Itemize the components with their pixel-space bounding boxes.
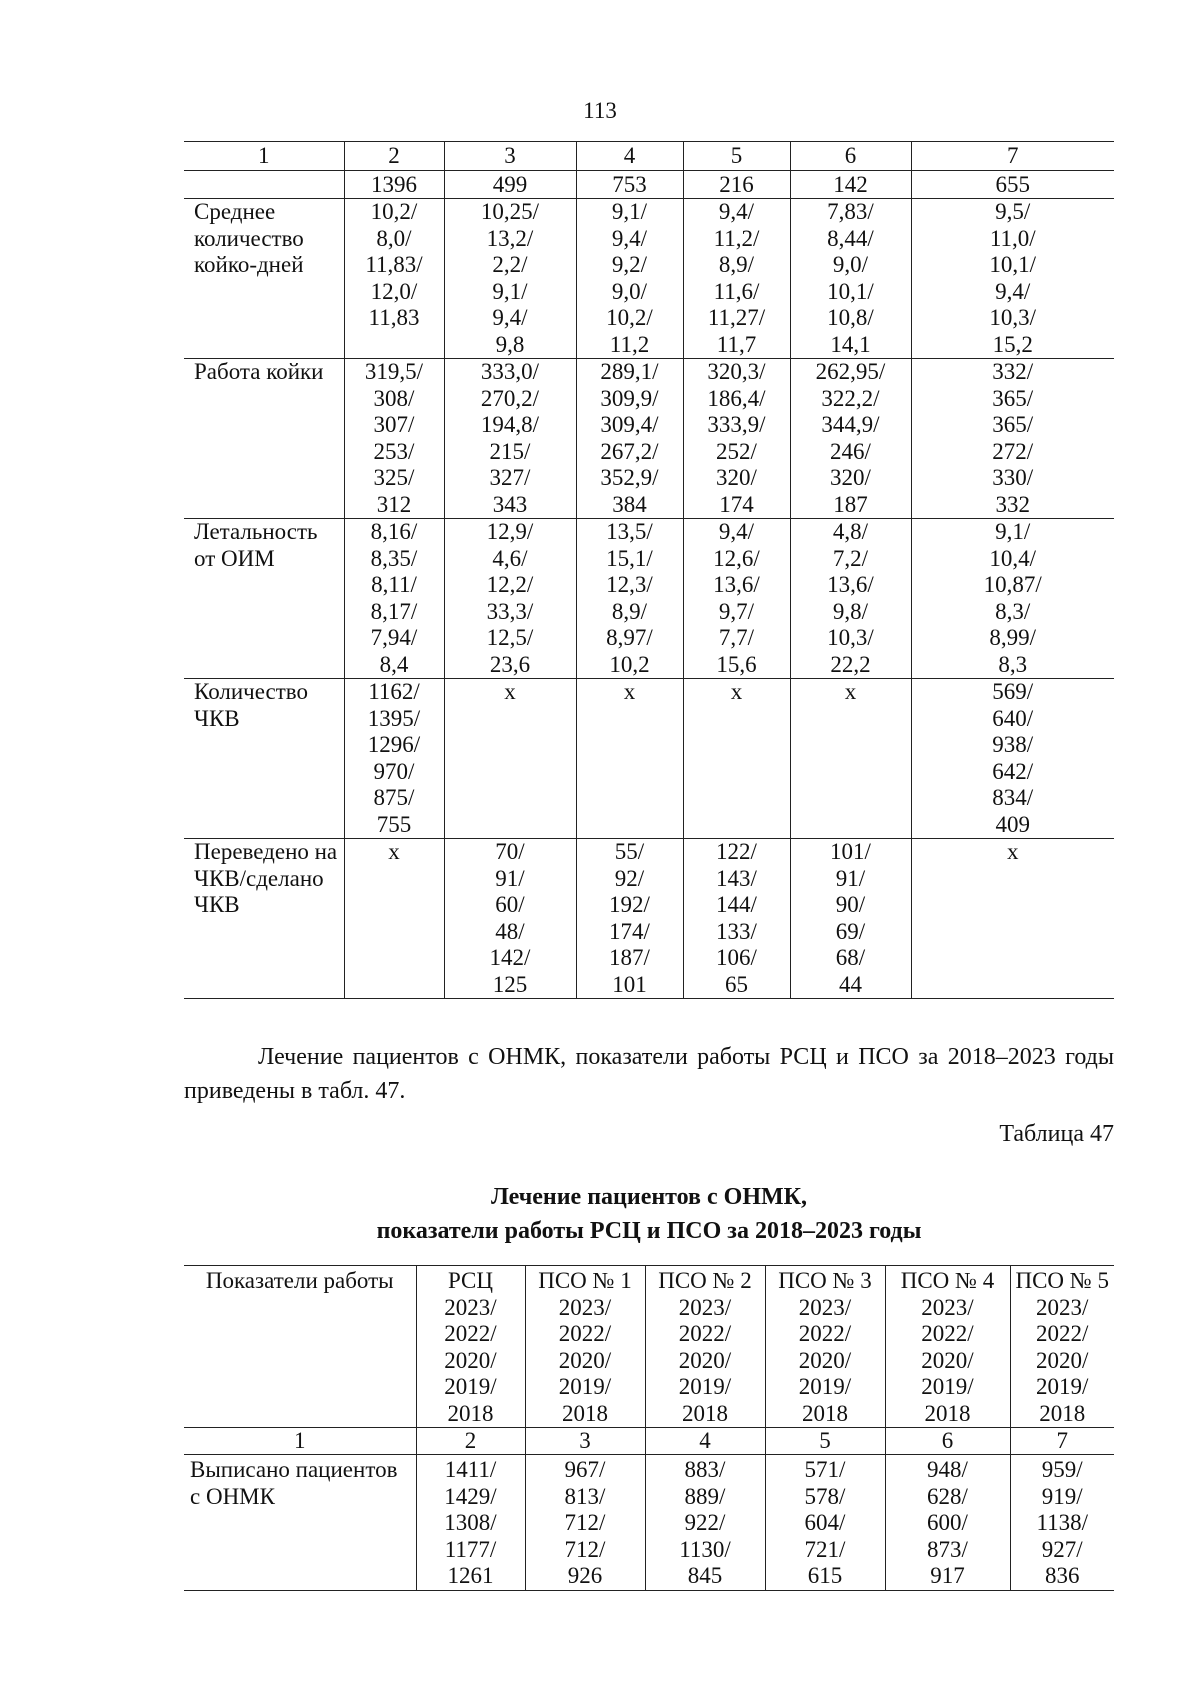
page-number: 113 [583, 98, 617, 123]
table-cell: 753 [576, 171, 683, 199]
column-number: 2 [344, 142, 444, 171]
table-continuation [184, 141, 1114, 999]
table-cell: 1162/ 1395/ 1296/ 970/ 875/ 755 [344, 679, 444, 839]
table-cell: 332/ 365/ 365/ 272/ 330/ 332 [911, 359, 1114, 519]
table-47 [184, 1265, 1114, 1591]
table-cell: 101/ 91/ 90/ 69/ 68/ 44 [790, 839, 911, 999]
table-cell: 333,0/ 270,2/ 194,8/ 215/ 327/ 343 [444, 359, 576, 519]
table-row [184, 359, 1114, 519]
table-cell: 569/ 640/ 938/ 642/ 834/ 409 [911, 679, 1114, 839]
table-cell: 9,4/ 11,2/ 8,9/ 11,6/ 11,27/ 11,7 [683, 199, 790, 359]
table-cell: 10,2/ 8,0/ 11,83/ 12,0/ 11,83 [344, 199, 444, 359]
table-cell: 216 [683, 171, 790, 199]
table-cell: 571/ 578/ 604/ 721/ 615 [765, 1455, 885, 1591]
row-label: Количество ЧКВ [184, 679, 344, 839]
table-cell: 948/ 628/ 600/ 873/ 917 [885, 1455, 1010, 1591]
column-header: ПСО № 3 2023/ 2022/ 2020/ 2019/ 2018 [765, 1266, 885, 1428]
table-cell: 7,83/ 8,44/ 9,0/ 10,1/ 10,8/ 14,1 [790, 199, 911, 359]
table-cell: 262,95/ 322,2/ 344,9/ 246/ 320/ 187 [790, 359, 911, 519]
column-number: 1 [184, 1428, 416, 1455]
column-header: ПСО № 2 2023/ 2022/ 2020/ 2019/ 2018 [645, 1266, 765, 1428]
table-title-line: Лечение пациентов с ОНМК, [490, 1184, 808, 1210]
table-cell: 9,1/ 10,4/ 10,87/ 8,3/ 8,99/ 8,3 [911, 519, 1114, 679]
table-cell: 12,9/ 4,6/ 12,2/ 33,3/ 12,5/ 23,6 [444, 519, 576, 679]
table-cell: 959/ 919/ 1138/ 927/ 836 [1010, 1455, 1114, 1591]
column-number: 7 [911, 142, 1114, 171]
table-cell: 9,1/ 9,4/ 9,2/ 9,0/ 10,2/ 11,2 [576, 199, 683, 359]
table-row [184, 199, 1114, 359]
table-cell: 10,25/ 13,2/ 2,2/ 9,1/ 9,4/ 9,8 [444, 199, 576, 359]
column-header: ПСО № 1 2023/ 2022/ 2020/ 2019/ 2018 [525, 1266, 645, 1428]
table-row [184, 519, 1114, 679]
table-cell: 9,4/ 12,6/ 13,6/ 9,7/ 7,7/ 15,6 [683, 519, 790, 679]
table-title [184, 1180, 1114, 1248]
table-cell: 967/ 813/ 712/ 712/ 926 [525, 1455, 645, 1591]
column-number: 6 [790, 142, 911, 171]
table-cell: 1396 [344, 171, 444, 199]
column-number: 7 [1010, 1428, 1114, 1455]
column-number: 3 [444, 142, 576, 171]
header-row [184, 1266, 1114, 1428]
table-cell: x [911, 839, 1114, 999]
column-number: 5 [683, 142, 790, 171]
column-number-row [184, 142, 1114, 171]
row-label: Работа койки [184, 359, 344, 519]
column-number: 4 [645, 1428, 765, 1455]
column-header: Показатели работы [184, 1266, 416, 1428]
row-label: Летальность от ОИМ [184, 519, 344, 679]
table-row [184, 1455, 1114, 1591]
table-cell: 655 [911, 171, 1114, 199]
table-cell: x [344, 839, 444, 999]
table-cell: 9,5/ 11,0/ 10,1/ 9,4/ 10,3/ 15,2 [911, 199, 1114, 359]
table-row [184, 171, 1114, 199]
row-label: Переведено на ЧКВ/сделано ЧКВ [184, 839, 344, 999]
column-number-row [184, 1428, 1114, 1455]
table-cell: x [444, 679, 576, 839]
table-reference: Таблица 47 [999, 1121, 1114, 1147]
table-title-line: показатели работы РСЦ и ПСО за 2018–2023 годы [376, 1218, 922, 1244]
table-cell: 4,8/ 7,2/ 13,6/ 9,8/ 10,3/ 22,2 [790, 519, 911, 679]
column-number: 1 [184, 142, 344, 171]
table-cell: 319,5/ 308/ 307/ 253/ 325/ 312 [344, 359, 444, 519]
table-cell: 1411/ 1429/ 1308/ 1177/ 1261 [416, 1455, 525, 1591]
column-header: РСЦ 2023/ 2022/ 2020/ 2019/ 2018 [416, 1266, 525, 1428]
table-cell: 499 [444, 171, 576, 199]
table-cell: 289,1/ 309,9/ 309,4/ 267,2/ 352,9/ 384 [576, 359, 683, 519]
row-label: Выписано пациентов с ОНМК [184, 1455, 416, 1591]
table-row [184, 679, 1114, 839]
table-cell: 883/ 889/ 922/ 1130/ 845 [645, 1455, 765, 1591]
table-cell [184, 171, 344, 199]
body-paragraph: Лечение пациентов с ОНМК, показатели работы РСЦ и ПСО за 2018–2023 годы приведены в табл. 47. [184, 1044, 1114, 1104]
column-number: 2 [416, 1428, 525, 1455]
table-cell: x [683, 679, 790, 839]
column-number: 4 [576, 142, 683, 171]
table-cell: 13,5/ 15,1/ 12,3/ 8,9/ 8,97/ 10,2 [576, 519, 683, 679]
table-cell: x [576, 679, 683, 839]
table-cell: 8,16/ 8,35/ 8,11/ 8,17/ 7,94/ 8,4 [344, 519, 444, 679]
table-row [184, 839, 1114, 999]
column-number: 5 [765, 1428, 885, 1455]
table-cell: 142 [790, 171, 911, 199]
table-cell: 55/ 92/ 192/ 174/ 187/ 101 [576, 839, 683, 999]
column-header: ПСО № 5 2023/ 2022/ 2020/ 2019/ 2018 [1010, 1266, 1114, 1428]
column-number: 3 [525, 1428, 645, 1455]
row-label: Среднее количество койко-дней [184, 199, 344, 359]
column-number: 6 [885, 1428, 1010, 1455]
table-cell: x [790, 679, 911, 839]
table-cell: 70/ 91/ 60/ 48/ 142/ 125 [444, 839, 576, 999]
table-cell: 320,3/ 186,4/ 333,9/ 252/ 320/ 174 [683, 359, 790, 519]
table-cell: 122/ 143/ 144/ 133/ 106/ 65 [683, 839, 790, 999]
column-header: ПСО № 4 2023/ 2022/ 2020/ 2019/ 2018 [885, 1266, 1010, 1428]
